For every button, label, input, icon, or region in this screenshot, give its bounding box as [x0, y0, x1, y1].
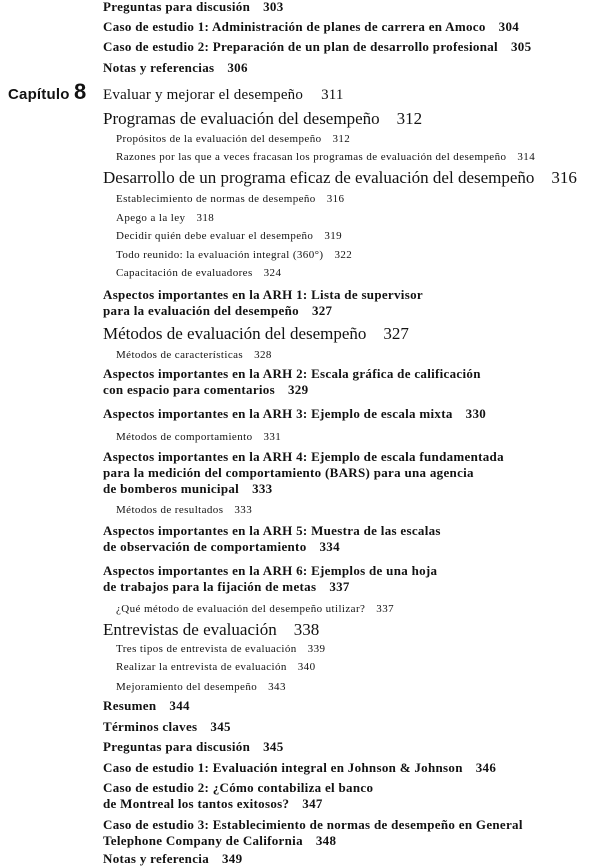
page-number: 333: [234, 504, 253, 516]
page-number: 304: [498, 19, 520, 34]
entry-title: Caso de estudio 2: Preparación de un plan de desarrollo profesional: [103, 39, 498, 54]
entry-line: [103, 817, 523, 833]
chapter-title: Evaluar y mejorar el desempeño: [103, 87, 304, 103]
topic-entry: [116, 503, 252, 517]
chapter-heading: [8, 79, 344, 105]
page-number: 324: [263, 267, 282, 279]
entry-line: [103, 366, 481, 382]
entry-line: [103, 287, 423, 303]
topic-entry: [116, 132, 350, 146]
entry-title: Aspectos importantes en la ARH 3: Ejemplo de escala mixta: [103, 406, 453, 421]
page-number: 331: [263, 431, 282, 443]
topic-entry: [116, 680, 286, 694]
entry-title: Caso de estudio 2: ¿Cómo contabiliza el banco: [103, 780, 374, 795]
entry-line: [103, 796, 373, 812]
previous-chapter-entry: [103, 39, 531, 55]
page-number: 314: [517, 151, 536, 163]
end-matter-entry: [103, 719, 231, 735]
section-heading-entry: [103, 109, 422, 129]
entry-title: Aspectos importantes en la ARH 4: Ejemplo de escala fundamentada: [103, 449, 504, 464]
entry-title: con espacio para comentarios: [103, 382, 275, 397]
entry-title: Programas de evaluación del desempeño: [103, 109, 380, 128]
entry-title: Caso de estudio 1: Evaluación integral en Johnson & Johnson: [103, 760, 463, 775]
previous-chapter-entry: [103, 19, 519, 35]
entry-title: Entrevistas de evaluación: [103, 620, 277, 639]
entry-title: Caso de estudio 1: Administración de planes de carrera en Amoco: [103, 19, 486, 34]
page-number: 305: [510, 39, 532, 54]
entry-title: Capacitación de evaluadores: [116, 267, 253, 279]
topic-entry: [116, 430, 281, 444]
page-number: 327: [383, 324, 409, 343]
entry-title: Razones por las que a veces fracasan los programas de evaluación del desempeño: [116, 151, 507, 163]
entry-line: [103, 523, 441, 539]
topic-entry: [116, 642, 325, 656]
entry-title: Todo reunido: la evaluación integral (360°): [116, 249, 324, 261]
feature-entry: [103, 406, 486, 422]
page-number: 338: [293, 620, 320, 639]
page-number: 349: [222, 851, 243, 866]
end-matter-entry: [103, 760, 496, 776]
page-number: 339: [307, 643, 326, 655]
entry-line: [103, 780, 373, 796]
page-number: 345: [263, 739, 284, 754]
page-number: 303: [263, 0, 284, 14]
section-heading-entry: [103, 620, 319, 640]
page-number: 345: [210, 719, 231, 734]
page-number: 340: [297, 661, 316, 673]
entry-title: Notas y referencias: [103, 60, 215, 75]
end-matter-entry: [103, 780, 373, 812]
section-heading-entry: [103, 168, 577, 188]
entry-title: Notas y referencia: [103, 851, 209, 866]
entry-title: Desarrollo de un programa eficaz de evaluación del desempeño: [103, 168, 535, 187]
topic-entry: [116, 266, 281, 280]
entry-title: Métodos de características: [116, 349, 244, 361]
entry-title: Métodos de resultados: [116, 504, 224, 516]
entry-line: [103, 481, 504, 497]
entry-title: para la evaluación del desempeño: [103, 303, 299, 318]
entry-title: Caso de estudio 3: Establecimiento de normas de desempeño en General: [103, 817, 523, 832]
chapter-number: 8: [74, 79, 87, 104]
page-number: 334: [319, 539, 340, 554]
entry-line: [103, 579, 437, 595]
section-heading-entry: [103, 324, 409, 344]
entry-title: Métodos de evaluación del desempeño: [103, 324, 367, 343]
entry-title: Preguntas para discusión: [103, 0, 251, 14]
entry-title: Apego a la ley: [116, 212, 186, 224]
page-number: 327: [311, 303, 333, 318]
chapter-tag: [8, 79, 103, 105]
topic-entry: [116, 211, 214, 225]
feature-entry: [103, 563, 437, 595]
entry-title: para la medición del comportamiento (BARS) para una agencia: [103, 465, 474, 480]
page-number: 312: [396, 109, 423, 128]
entry-title: Aspectos importantes en la ARH 1: Lista de supervisor: [103, 287, 423, 302]
entry-title: Establecimiento de normas de desempeño: [116, 193, 316, 205]
entry-title: Aspectos importantes en la ARH 2: Escala gráfica de calificación: [103, 366, 481, 381]
page-number: 316: [551, 168, 577, 187]
entry-title: Decidir quién debe evaluar el desempeño: [116, 230, 314, 242]
page-number: 311: [321, 87, 344, 103]
entry-title: Telephone Company de California: [103, 833, 303, 848]
entry-title: Propósitos de la evaluación del desempeño: [116, 133, 322, 145]
topic-entry: [116, 192, 344, 206]
page-number: 347: [302, 796, 323, 811]
page-number: 344: [169, 698, 190, 713]
entry-title: de Montreal los tantos exitosos?: [103, 796, 290, 811]
page-number: 312: [332, 133, 351, 145]
entry-title: Realizar la entrevista de evaluación: [116, 661, 287, 673]
entry-title: Resumen: [103, 698, 157, 713]
page-number: 328: [254, 349, 272, 361]
feature-entry: [103, 366, 481, 398]
entry-title: Términos claves: [103, 719, 198, 734]
entry-title: de bomberos municipal: [103, 481, 240, 496]
previous-chapter-entry: [103, 60, 248, 76]
entry-title: Mejoramiento del desempeño: [116, 681, 258, 693]
entry-line: [103, 563, 437, 579]
page-number: 337: [376, 603, 394, 615]
topic-entry: [116, 229, 342, 243]
end-matter-entry: [103, 817, 523, 849]
entry-title: de observación de comportamiento: [103, 539, 307, 554]
entry-title: Tres tipos de entrevista de evaluación: [116, 643, 297, 655]
page-number: 316: [326, 193, 345, 205]
page-number: 333: [252, 481, 273, 496]
entry-title: Métodos de comportamiento: [116, 431, 253, 443]
entry-line: [103, 382, 481, 398]
entry-line: [103, 303, 423, 319]
chapter-label: Capítulo: [8, 86, 70, 103]
topic-entry: [116, 248, 352, 262]
topic-entry: [116, 348, 272, 362]
entry-title: de trabajos para la fijación de metas: [103, 579, 317, 594]
page-number: 318: [196, 212, 215, 224]
topic-entry: [116, 602, 394, 616]
entry-title: Preguntas para discusión: [103, 739, 251, 754]
page-number: 337: [329, 579, 350, 594]
entry-line: [103, 539, 441, 555]
page-number: 330: [465, 406, 487, 421]
page-number: 343: [268, 681, 286, 693]
page-number: 319: [324, 230, 343, 242]
page-number: 322: [334, 249, 353, 261]
end-matter-entry: [103, 739, 284, 755]
page-number: 348: [315, 833, 337, 848]
entry-line: [103, 465, 504, 481]
topic-entry: [116, 150, 535, 164]
feature-entry: [103, 287, 423, 319]
entry-line: [103, 833, 523, 849]
page-number: 329: [287, 382, 309, 397]
entry-title: Aspectos importantes en la ARH 6: Ejemplos de una hoja: [103, 563, 438, 578]
page-number: 306: [227, 60, 248, 75]
previous-chapter-entry: [103, 0, 284, 15]
end-matter-entry: [103, 698, 190, 714]
feature-entry: [103, 523, 441, 555]
page-number: 346: [475, 760, 497, 775]
entry-line: [103, 449, 504, 465]
end-matter-entry: [103, 851, 242, 867]
topic-entry: [116, 660, 315, 674]
feature-entry: [103, 449, 504, 497]
entry-title: ¿Qué método de evaluación del desempeño utilizar?: [116, 603, 366, 615]
entry-title: Aspectos importantes en la ARH 5: Muestra de las escalas: [103, 523, 441, 538]
